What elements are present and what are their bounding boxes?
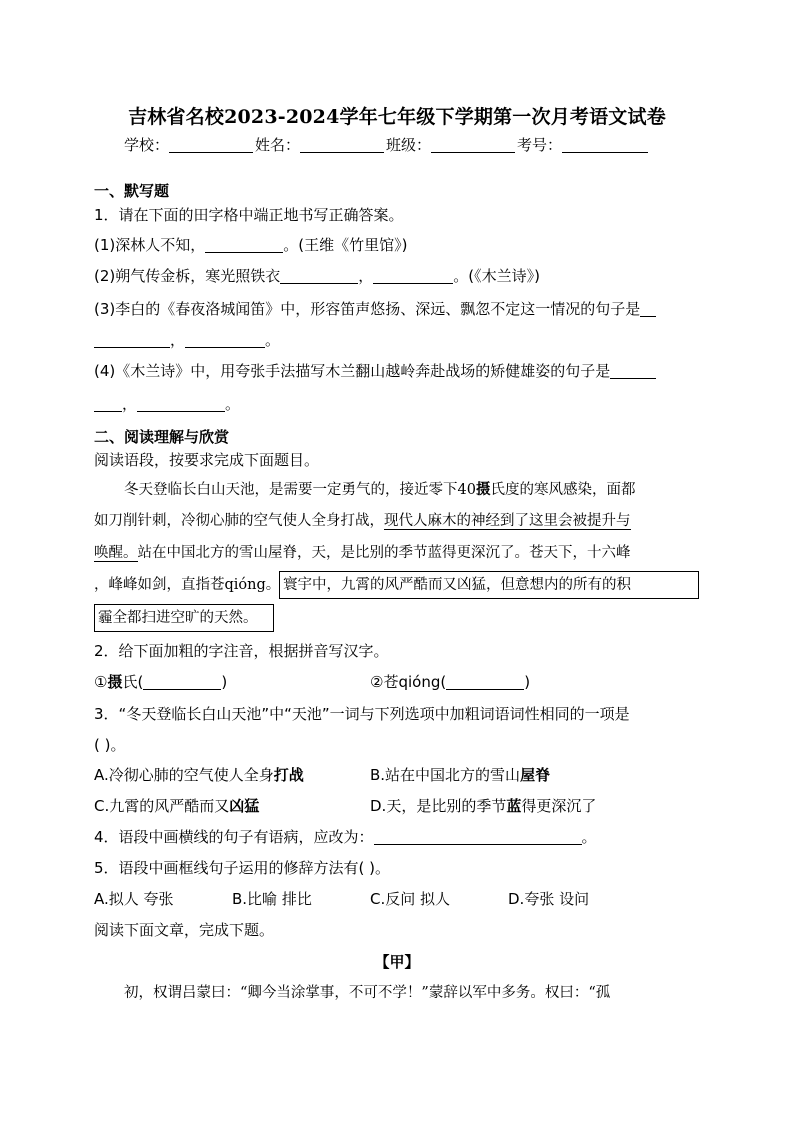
answer-blank[interactable]: [185, 331, 265, 348]
bold-word: 屋脊: [520, 766, 551, 784]
framed-sentence-part1: 寰宇中，九霄的风严酷而又凶猛，但意想内的所有的积: [283, 577, 631, 593]
answer-blank[interactable]: [446, 673, 524, 690]
close-paren: ): [524, 673, 531, 691]
q1-item3-cont: [94, 329, 280, 351]
q1-stem: 1．请在下面的田字格中端正地书写正确答案。: [94, 206, 404, 224]
comma: ，: [170, 331, 186, 349]
answer-blank[interactable]: [137, 395, 225, 412]
passage-line-4: [94, 574, 280, 596]
reading-intro-2: 阅读下面文章，完成下题。: [94, 921, 275, 939]
passage-line-1: [124, 479, 698, 501]
passage-jia-text: 初，权谓吕蒙曰：“卿今当涂掌事，不可不学！”蒙辞以军中多务。权曰：“孤: [124, 985, 611, 1001]
answer-blank[interactable]: [205, 236, 283, 253]
period: 。: [225, 395, 241, 413]
q3-option-d[interactable]: [370, 795, 596, 817]
q3-stem: 3．“冬天登临长白山天池”中“天池”一词与下列选项中加粗词语词性相同的一项是: [94, 705, 630, 723]
section2-heading: 二、阅读理解与欣赏: [94, 428, 230, 446]
q1-item1: [94, 234, 407, 256]
passage-text: 如刀削针刺，冷彻心肺的空气使人全身打战，: [94, 513, 384, 529]
comma: ，: [122, 395, 138, 413]
class-label: 班级：: [386, 136, 432, 154]
q5-option-a[interactable]: A.拟人 夸张: [94, 890, 174, 908]
item-text: 氏(: [122, 673, 144, 691]
q3-answer-paren[interactable]: ( )。: [94, 736, 126, 754]
reading-intro: 阅读语段，按要求完成下面题目。: [94, 451, 320, 469]
bold-char: 摄: [107, 673, 123, 691]
q1-item4-cont: [94, 393, 240, 415]
q1-item1-text: (1)深林人不知，: [94, 236, 206, 254]
exam-title: 吉林省名校2023-2024学年七年级下学期第一次月考语文试卷: [128, 106, 666, 128]
q2-stem: 2．给下面加粗的字注音，根据拼音写汉字。: [94, 642, 389, 660]
item-marker: ①: [94, 673, 108, 691]
bold-word: 凶猛: [229, 797, 260, 815]
section1-heading: 一、默写题: [94, 182, 170, 200]
class-blank[interactable]: [431, 136, 515, 153]
q5-option-c[interactable]: C.反问 拟人: [370, 890, 451, 908]
passage-line-2: [94, 510, 631, 532]
answer-blank[interactable]: [280, 267, 358, 284]
q3-option-c[interactable]: [94, 795, 259, 817]
comma: ，: [358, 267, 374, 285]
passage-text: 氏度的寒风感染，面都: [490, 482, 636, 498]
q1-item4-text: (4)《木兰诗》中，用夸张手法描写木兰翻山越岭奔赴战场的矫健雄姿的句子是: [94, 362, 611, 380]
name-blank[interactable]: [300, 136, 384, 153]
q1-item2-text: (2)朔气传金柝，寒光照铁衣: [94, 267, 281, 285]
answer-blank[interactable]: [374, 828, 582, 845]
q4-text: 4．语段中画横线的句子有语病，应改为：: [94, 828, 374, 846]
close-paren: ): [221, 673, 228, 691]
answer-blank[interactable]: [373, 267, 453, 284]
answer-blank[interactable]: [610, 362, 656, 379]
answer-blank[interactable]: [640, 300, 656, 317]
q2-item-a: [94, 671, 227, 693]
q1-item4: [94, 360, 656, 382]
school-label: 学校：: [124, 136, 170, 154]
q5-stem: 5．语段中画框线句子运用的修辞方法有( )。: [94, 859, 391, 877]
underlined-sentence: 现代人麻木的神经到了这里会被提升与: [384, 513, 631, 529]
school-blank[interactable]: [169, 136, 253, 153]
bold-word: 蓝: [506, 797, 522, 815]
option-text: C.九霄的风严酷而又: [94, 797, 230, 815]
period: 。: [265, 331, 281, 349]
answer-blank[interactable]: [94, 331, 170, 348]
q3-option-a[interactable]: [94, 764, 304, 786]
q1-item3-text: (3)李白的《春夜洛城闻笛》中，形容笛声悠扬、深远、飘忽不定这一情况的句子是: [94, 300, 641, 318]
q4-stem: [94, 826, 597, 848]
exam-number-label: 考号：: [517, 136, 563, 154]
q2-item-b: [370, 671, 530, 693]
q1-item2: [94, 265, 540, 287]
period: 。: [581, 828, 597, 846]
name-label: 姓名：: [255, 136, 301, 154]
answer-blank[interactable]: [143, 673, 221, 690]
q5-option-b[interactable]: B.比喻 排比: [232, 890, 312, 908]
option-text: D.天，是比别的季节: [370, 797, 507, 815]
bold-char: 摄: [475, 481, 491, 498]
exam-number-blank[interactable]: [562, 136, 648, 153]
framed-sentence-part2: 霾全都扫进空旷的天然。: [98, 610, 258, 626]
q1-item1-source: 。(王维《竹里馆》): [283, 236, 408, 254]
passage-text: ，峰峰如剑，直指苍qióng。: [94, 577, 281, 593]
passage-text: 站在中国北方的雪山屋脊，天，是比别的季节蓝得更深沉了。苍天下，十六峰: [137, 545, 631, 561]
q3-option-b[interactable]: [370, 764, 550, 786]
q1-item3: [94, 298, 656, 320]
passage-line-3: [94, 542, 631, 564]
option-text: B.站在中国北方的雪山: [370, 766, 521, 784]
passage-text: 冬天登临长白山天池，是需要一定勇气的，接近零下40: [124, 482, 476, 498]
q5-option-d[interactable]: D.夸张 设问: [508, 890, 590, 908]
passage-jia-label: 【甲】: [374, 953, 420, 971]
option-text: 得更深沉了: [521, 797, 597, 815]
underlined-sentence: 唤醒。: [94, 545, 138, 561]
answer-blank[interactable]: [94, 395, 122, 412]
q1-item2-source: 。(《木兰诗》): [453, 267, 540, 285]
option-text: A.冷彻心肺的空气使人全身: [94, 766, 274, 784]
bold-word: 打战: [273, 766, 304, 784]
student-info-row: [124, 134, 650, 156]
item-text: ②苍qióng(: [370, 673, 447, 691]
